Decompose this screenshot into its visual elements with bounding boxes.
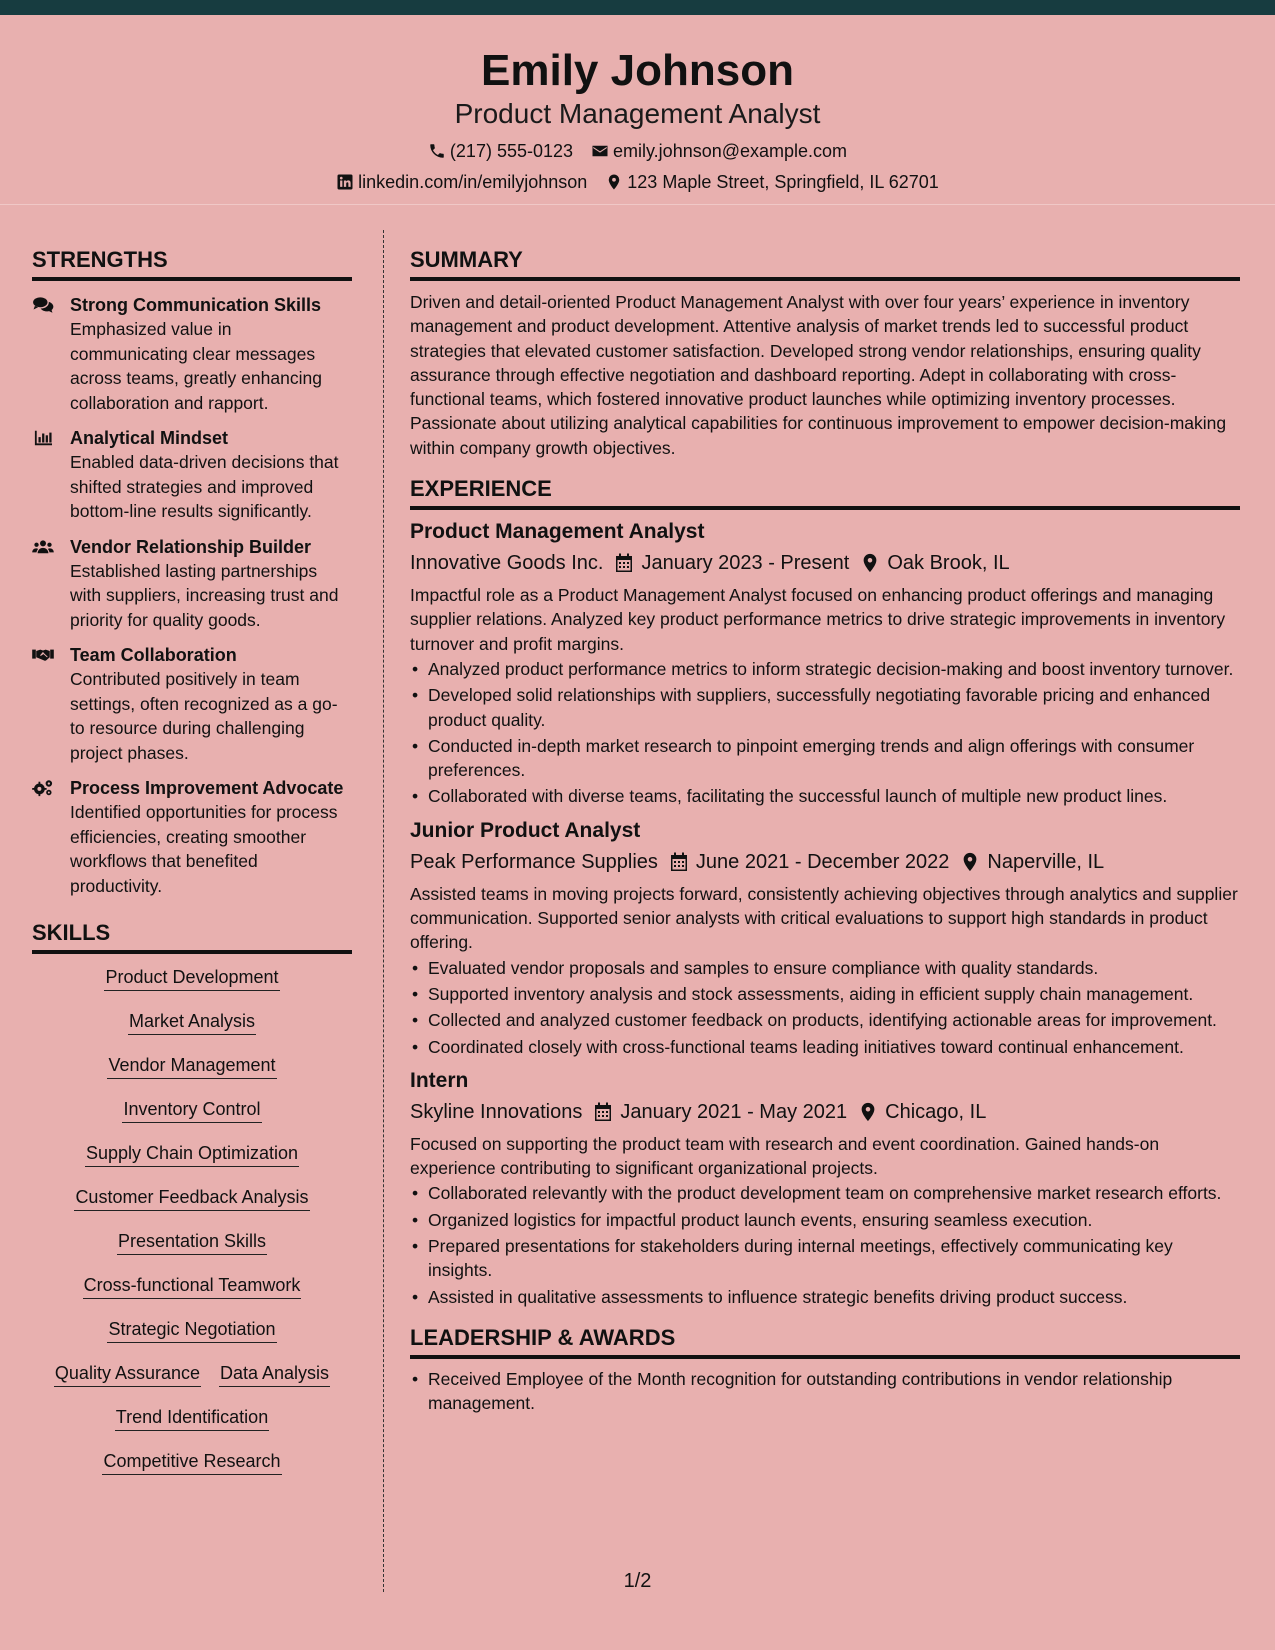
linkedin-contact[interactable] [336,171,587,193]
bullet-item: • Conducted in-depth market research to pinpoint emerging trends and align offerings with consumer preferences. [410,734,1240,783]
skill-row [32,1404,352,1431]
bullet-item: • Organized logistics for impactful product launch events, ensuring seamless execution. [410,1208,1240,1232]
linkedin-icon [336,173,354,191]
resume-header [0,15,1275,205]
calendar-icon [615,553,633,573]
strength-title: Team Collaboration [70,645,237,665]
skill-tag: Presentation Skills [117,1228,267,1255]
calendar-icon [594,1102,612,1122]
skill-tag: Trend Identification [115,1404,269,1431]
skill-row [32,1184,352,1211]
skill-row [32,1228,352,1255]
gears-icon [32,779,54,797]
experience-heading: EXPERIENCE [410,474,1240,510]
strength-item [32,426,352,524]
skill-tag: Inventory Control [122,1096,261,1123]
bullet-item: • Collected and analyzed customer feedback on products, identifying actionable areas for improvement. [410,1008,1240,1032]
linkedin-text: linkedin.com/in/emilyjohnson [358,172,588,192]
bullet-item: • Supported inventory analysis and stock assessments, aiding in efficient supply chain management. [410,982,1240,1006]
job-company: Peak Performance Supplies [410,850,658,873]
strength-desc: Established lasting partnerships with suppliers, increasing trust and priority for quality goods. [70,560,339,630]
bullet-item: • Collaborated relevantly with the product development team on comprehensive market research efforts. [410,1181,1240,1205]
skill-tag: Quality Assurance [54,1360,201,1387]
page-number-text: 1/2 [623,1570,652,1592]
strengths-heading: STRENGTHS [32,245,352,281]
handshake-icon [32,646,54,664]
leadership-list [410,1367,1240,1416]
skill-tag: Vendor Management [107,1052,276,1079]
skill-row [32,1008,352,1035]
skill-tag: Competitive Research [102,1448,281,1475]
skill-row [32,1448,352,1475]
job-title: Junior Product Analyst [410,818,641,842]
map-pin-icon [605,173,623,191]
job-bullets [410,1181,1240,1308]
left-column [32,245,352,1492]
job-entry [410,817,1240,1059]
email-contact[interactable] [591,140,847,162]
skill-row [32,1360,352,1387]
job-dates: June 2021 - December 2022 [695,850,950,873]
job-entry [410,518,1240,809]
bullet-item: • Evaluated vendor proposals and samples to ensure compliance with quality standards. [410,956,1240,980]
contact-row-1 [0,140,1275,162]
top-color-bar [0,0,1275,15]
skill-row [32,964,352,991]
job-meta [410,1098,1240,1126]
address-text: 123 Maple Street, Springfield, IL 62701 [627,172,939,192]
skill-row [32,1316,352,1343]
address-contact [605,171,939,193]
bullet-item: • Prepared presentations for stakeholders during internal meetings, effectively communicating key insights. [410,1234,1240,1283]
strength-desc: Enabled data-driven decisions that shifted strategies and improved bottom-line results significantly. [70,452,339,521]
strength-item [32,293,352,415]
chart-icon [32,429,54,447]
job-location: Chicago, IL [885,1100,987,1123]
skill-tag: Product Development [104,964,279,991]
job-bullets [410,956,1240,1059]
job-location: Oak Brook, IL [887,552,1010,575]
comments-icon [32,296,54,314]
job-description: Impactful role as a Product Management Analyst focused on enhancing product offerings and managing supplier relations. Analyzed key product performance metrics to drive strategic improvements in inventory turnover and profit margins. [410,585,1226,654]
bullet-item: • Developed solid relationships with suppliers, successfully negotiating favorable pricing and enhanced product quality. [410,683,1240,732]
skill-tag: Data Analysis [219,1360,330,1387]
skill-row [32,1096,352,1123]
strength-title: Process Improvement Advocate [70,778,344,798]
summary-text: Driven and detail-oriented Product Management Analyst with over four years’ experience in inventory management and product development. Attentive analysis of market trends led to successful product strategies that elevated customer satisfaction. Developed strong vendor relationships, ensuring quality assurance through effective negotiation and dashboard reporting. Adept in collaborating with cross-functional teams, which fostered innovative product launches while optimizing inventory processes. Passionate about utilizing analytical capabilities for continuous improvement to empower decision-making within company growth objectives. [410,292,1227,458]
skill-tag: Cross-functional Teamwork [83,1272,302,1299]
job-dates: January 2023 - Present [641,552,850,575]
map-pin-icon [861,553,879,573]
skill-tag: Supply Chain Optimization [85,1140,299,1167]
skill-row [32,1272,352,1299]
candidate-title: Product Management Analyst [454,98,821,129]
map-pin-icon [961,852,979,872]
strengths-list [32,293,352,898]
phone-icon [428,142,446,160]
job-bullets [410,657,1240,809]
strength-item [32,643,352,765]
bullet-item: • Collaborated with diverse teams, facilitating the successful launch of multiple new product lines. [410,784,1240,808]
calendar-icon [670,852,688,872]
job-company: Skyline Innovations [410,1100,583,1123]
email-text: emily.johnson@example.com [613,141,848,161]
strength-desc: Identified opportunities for process efficiencies, creating smoother workflows that benefited productivity. [70,802,338,896]
summary-heading: SUMMARY [410,245,1240,281]
job-meta [410,848,1240,876]
candidate-name: Emily Johnson [481,46,794,95]
header-separator [0,204,1275,205]
job-company: Innovative Goods Inc. [410,552,604,575]
strength-desc: Contributed positively in team settings, often recognized as a go-to resource during challenging project phases. [70,669,338,763]
strength-desc: Emphasized value in communicating clear messages across teams, greatly enhancing collaboration and rapport. [70,319,322,413]
bullet-item: • Received Employee of the Month recognition for outstanding contributions in vendor relationship management. [410,1367,1240,1416]
job-dates: January 2021 - May 2021 [620,1100,848,1123]
skill-tag: Customer Feedback Analysis [74,1184,309,1211]
leadership-heading: LEADERSHIP & AWARDS [410,1323,1240,1359]
right-column [410,245,1240,1418]
skills-heading: SKILLS [32,918,352,954]
strength-item [32,535,352,633]
strength-title: Vendor Relationship Builder [70,536,312,557]
envelope-icon [591,142,609,160]
job-description: Focused on supporting the product team with research and event coordination. Gained hands-on experience contributing to significant organizational projects. [410,1133,1160,1179]
phone-contact [428,140,573,162]
job-entry [410,1067,1240,1309]
job-title: Intern [410,1068,469,1092]
skills-list [32,964,352,1475]
skill-row [32,1140,352,1167]
users-icon [32,538,54,556]
bullet-item: • Coordinated closely with cross-functional teams leading initiatives toward continual enhancement. [410,1035,1240,1059]
phone-text: (217) 555-0123 [449,141,574,161]
skill-tag: Strategic Negotiation [107,1316,276,1343]
job-title: Product Management Analyst [410,520,705,544]
bullet-item: • Analyzed product performance metrics to inform strategic decision-making and boost inventory turnover. [410,657,1240,681]
strength-item [32,776,352,898]
job-meta [410,549,1240,577]
column-divider [383,230,384,1592]
strength-title: Analytical Mindset [70,428,229,448]
bullet-item: • Assisted in qualitative assessments to influence strategic benefits driving product success. [410,1285,1240,1309]
strength-title: Strong Communication Skills [70,295,322,315]
page-number [0,1570,1275,1593]
contact-row-2 [0,171,1275,193]
job-location: Naperville, IL [987,850,1105,873]
map-pin-icon [859,1102,877,1122]
skill-tag: Market Analysis [128,1008,256,1035]
job-description: Assisted teams in moving projects forward, consistently achieving objectives through analytics and supplier communication. Supported senior analysts with critical evaluations to support high standards in product offering. [410,883,1238,953]
skill-row [32,1052,352,1079]
